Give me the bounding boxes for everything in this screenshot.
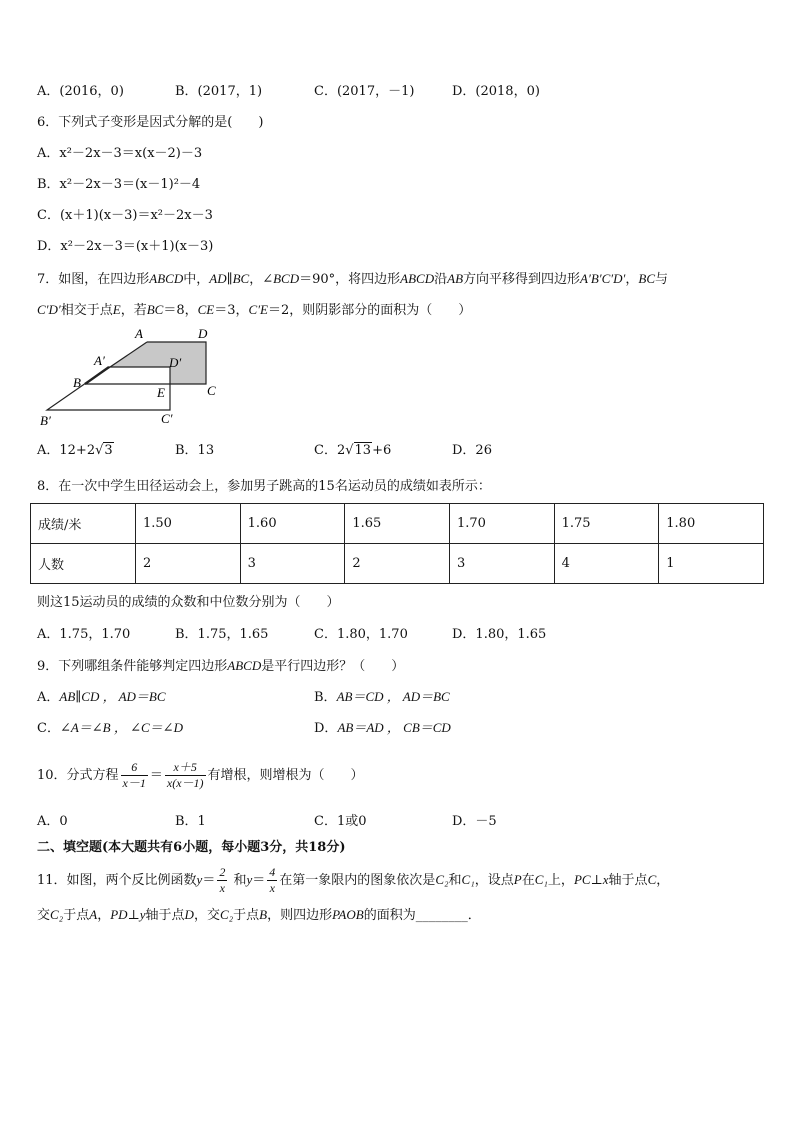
q7-option-c-tail: +6 — [372, 443, 392, 458]
q9-option-text: AB＝CD ， AD＝BC — [336, 689, 450, 704]
table-cell: 1.65 — [345, 504, 450, 544]
q7-math: BC — [146, 302, 164, 317]
q7-math: C′D′ — [37, 302, 61, 317]
q9-option-label: B． — [314, 690, 337, 705]
table-cell: 1.50 — [136, 504, 241, 544]
q11-text: 和 — [448, 873, 462, 888]
q7-option-a-radicand: 3 — [104, 443, 113, 458]
q5-option-d: D．(2018，0) — [452, 84, 540, 99]
q7-text: 中， — [183, 272, 210, 287]
q11-text: 11．如图，两个反比例函数 — [37, 873, 197, 888]
q7-math: BCD — [273, 271, 300, 286]
q11-numerator: 2 — [219, 865, 226, 879]
q5-option-a: A．(2016，0) — [37, 84, 124, 99]
q9-option-label: C． — [37, 721, 60, 736]
q11-math: PD⊥y — [110, 907, 146, 922]
q11-text: 在第一象限内的图象依次是 — [279, 873, 436, 888]
table-row — [31, 504, 764, 544]
q11-text: 上， — [547, 873, 574, 888]
q7-math: AB — [447, 271, 464, 286]
q6-stem: 6．下列式子变形是因式分解的是( ) — [37, 115, 264, 130]
q10-option-c: C．1或0 — [314, 814, 367, 829]
q11-math: y — [246, 872, 253, 887]
q11-math: C₁ — [534, 872, 548, 887]
q7-stem-line-1 — [37, 270, 668, 289]
q9-option-d — [314, 719, 451, 738]
q7-math: A′B′C′D′ — [580, 271, 626, 286]
q5-option-b: B．(2017，1) — [175, 84, 263, 99]
q7-text: 7．如图，在四边形 — [37, 272, 150, 287]
q7-math: E — [112, 302, 121, 317]
q9-math: ABCD — [227, 658, 262, 673]
q11-text: 于点 — [63, 908, 90, 923]
q7-text: 沿 — [434, 272, 448, 287]
q11-text: 交 — [37, 908, 51, 923]
q11-math: C₂ — [50, 907, 64, 922]
q7-text: ，∠ — [249, 272, 274, 287]
q11-text: ，设点 — [474, 873, 514, 888]
q5-option-c: C．(2017，－1) — [314, 84, 415, 99]
table-cell: 1.70 — [449, 504, 554, 544]
q10-option-a: A．0 — [37, 814, 68, 829]
q11-math: P — [513, 872, 522, 887]
q9-option-text: AB＝AD ， CB＝CD — [337, 720, 451, 735]
q7-label-c: C — [207, 383, 216, 398]
table-cell: 1.75 — [554, 504, 659, 544]
q10-fraction-left — [121, 760, 148, 791]
q11-text: 于点 — [233, 908, 260, 923]
q7-text: ， — [625, 272, 639, 287]
q7-option-c: C．2√13+6 — [314, 443, 392, 458]
q7-option-c-radicand: 13 — [354, 443, 372, 458]
q7-label-b: B — [73, 375, 81, 390]
q11-answer-blank: 的面积为________． — [363, 908, 481, 923]
q7-quad-a2b2c2d2 — [47, 367, 170, 410]
q11-text: ，交 — [193, 908, 220, 923]
q7-label-d-prime: D′ — [169, 355, 182, 370]
q7-option-d: D．26 — [452, 443, 492, 458]
q11-text: ＝ — [202, 873, 216, 888]
q7-label-d: D — [198, 326, 208, 341]
q7-text: ＝90°，将四边形 — [299, 272, 401, 287]
q9-option-a — [37, 688, 166, 707]
q11-math: PC⊥x — [573, 872, 609, 887]
q7-text: ＝8， — [163, 303, 198, 318]
q10-text: 有增根，则增根为（ ） — [207, 768, 364, 783]
q11-math: B — [259, 907, 268, 922]
q7-option-c-text: C．2 — [314, 443, 346, 458]
q7-stem-line-2 — [37, 301, 471, 320]
table-cell: 人数 — [31, 544, 136, 584]
table-cell: 1 — [659, 544, 764, 584]
q6-option-a: A．x²－2x－3＝x(x－2)－3 — [37, 146, 203, 161]
q11-text: 在 — [521, 873, 535, 888]
q7-text: 方向平移得到四边形 — [463, 272, 581, 287]
q10-numerator: x＋5 — [165, 760, 206, 776]
section-2-heading: 二、填空题(本大题共有6小题，每小题3分，共18分) — [37, 840, 346, 855]
q10-numerator: 6 — [121, 760, 148, 776]
table-cell: 1.80 — [659, 504, 764, 544]
q7-label-a: A — [135, 326, 143, 341]
q9-option-text: AB∥CD ， AD＝BC — [59, 689, 166, 704]
q6-option-c: C．(x＋1)(x－3)＝x²－2x－3 — [37, 208, 213, 223]
q7-option-a: A．12+2√3 — [37, 443, 113, 458]
q10-fraction-right — [165, 760, 206, 791]
q7-text: ，若 — [120, 303, 147, 318]
table-cell: 2 — [345, 544, 450, 584]
table-cell: 2 — [136, 544, 241, 584]
q11-text: 轴于点 — [145, 908, 185, 923]
q11-stem-line-2 — [37, 906, 481, 925]
q11-math: C — [647, 872, 657, 887]
q7-math: CE — [197, 302, 215, 317]
q9-option-label: A． — [37, 690, 60, 705]
q7-text: 与 — [655, 272, 669, 287]
q8-score-table — [30, 503, 764, 584]
q9-stem — [37, 657, 404, 676]
q10-option-b: B．1 — [175, 814, 206, 829]
q7-text: ＝2，则阴影部分的面积为（ ） — [268, 303, 472, 318]
q7-label-c-prime: C′ — [161, 411, 173, 426]
q11-text: ， — [97, 908, 111, 923]
q9-option-text: ∠A＝∠B ， ∠C＝∠D — [59, 720, 183, 735]
q11-denominator: x — [219, 881, 225, 895]
q9-text: 是平行四边形？（ ） — [261, 659, 405, 674]
table-row — [31, 544, 764, 584]
table-cell: 3 — [449, 544, 554, 584]
q7-math: ABCD — [400, 271, 435, 286]
q10-stem — [37, 756, 364, 796]
q11-numerator: 4 — [269, 865, 276, 879]
q8-option-c: C．1.80，1.70 — [314, 627, 408, 642]
q7-label-e: E — [157, 385, 165, 400]
q7-option-a-text: A．12+2 — [37, 443, 96, 458]
q7-math: AD∥BC — [209, 271, 250, 286]
q9-option-c — [37, 719, 183, 738]
q8-option-d: D．1.80，1.65 — [452, 627, 547, 642]
q11-math: y — [196, 872, 203, 887]
q7-text: ＝3， — [214, 303, 249, 318]
q11-text: ， — [656, 873, 670, 888]
q10-denominator: x(x－1) — [166, 776, 204, 790]
q11-text: ，则四边形 — [267, 908, 333, 923]
table-cell: 4 — [554, 544, 659, 584]
q7-text: 相交于点 — [60, 303, 113, 318]
q7-overlap-edge — [85, 367, 109, 384]
q8-option-b: B．1.75，1.65 — [175, 627, 269, 642]
q7-math: C′E — [248, 302, 269, 317]
q7-figure — [36, 325, 236, 430]
q10-option-d: D．－5 — [452, 814, 497, 829]
table-cell: 3 — [240, 544, 345, 584]
q11-math: C₂ — [219, 907, 234, 922]
q11-denominator: x — [269, 881, 275, 895]
q7-shaded-region — [109, 342, 206, 384]
q8-followup: 则这15运动员的成绩的众数和中位数分别为（ ） — [37, 595, 340, 610]
q11-text: ＝ — [252, 873, 266, 888]
q9-option-label: D． — [314, 721, 338, 736]
q7-label-a-prime: A′ — [94, 353, 105, 368]
q7-label-b-prime: B′ — [40, 413, 51, 428]
q9-text: 9．下列哪组条件能够判定四边形 — [37, 659, 228, 674]
q11-text: 轴于点 — [608, 873, 648, 888]
table-cell: 成绩/米 — [31, 504, 136, 544]
q7-math: BC — [638, 271, 655, 286]
q7-option-b: B．13 — [175, 443, 215, 458]
q11-math: C₁ — [461, 872, 475, 887]
q11-math: C₂ — [435, 872, 449, 887]
q6-option-d: D．x²－2x－3＝(x＋1)(x－3) — [37, 239, 214, 254]
q11-stem-line-1 — [37, 860, 669, 901]
q11-fraction-1 — [217, 865, 227, 896]
q11-math: PAOB — [332, 907, 364, 922]
q7-math: ABCD — [149, 271, 184, 286]
table-cell: 1.60 — [240, 504, 345, 544]
q11-text: 和 — [233, 873, 247, 888]
q11-math: A — [89, 907, 98, 922]
q8-stem: 8．在一次中学生田径运动会上，参加男子跳高的15名运动员的成绩如表所示： — [37, 479, 491, 494]
q10-equals: ＝ — [149, 768, 163, 783]
q11-math: D — [184, 907, 194, 922]
q9-option-b — [314, 688, 450, 707]
q10-denominator: x－1 — [122, 776, 146, 790]
q11-fraction-2 — [267, 865, 277, 896]
q6-option-b: B．x²－2x－3＝(x－1)²－4 — [37, 177, 201, 192]
q10-text: 10．分式方程 — [37, 768, 119, 783]
q8-option-a: A．1.75，1.70 — [37, 627, 131, 642]
